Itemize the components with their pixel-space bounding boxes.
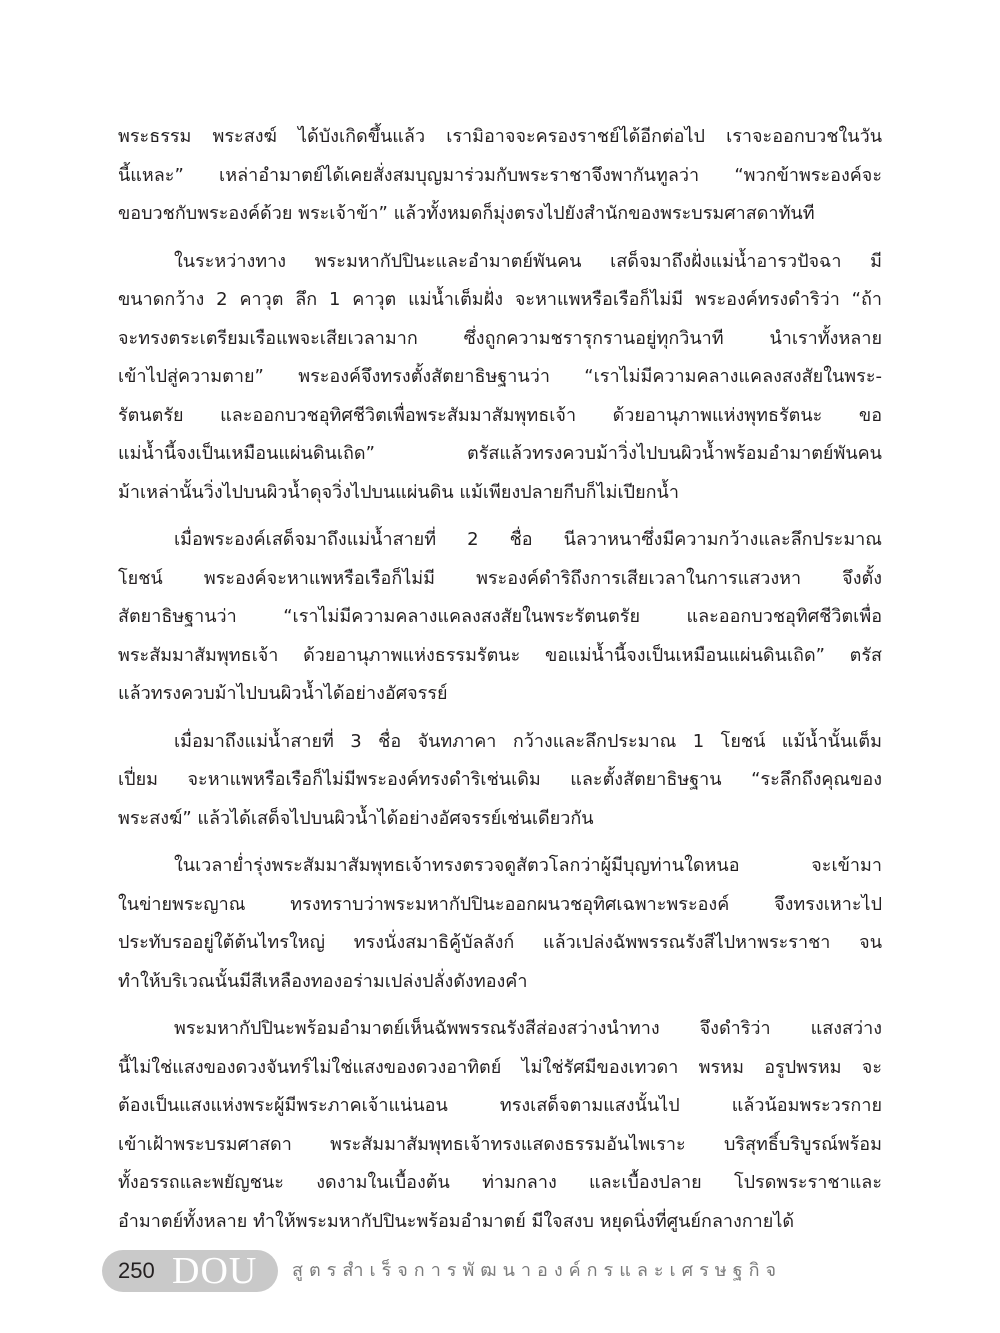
text-line: พระสัมมาสัมพุทธเจ้า ด้วยอานุภาพแห่งธรรมรัตนะ ขอแม่น้ำนี้จงเป็นเหมือนแผ่นดินเถิด” ตรัส [118,644,882,666]
text-line: เมื่อพระองค์เสด็จมาถึงแม่น้ำสายที่ 2 ชื่อ นีลวาหนาซึ่งมีความกว้างและลึกประมาณ [174,529,882,550]
text-line: พระสงฆ์” แล้วได้เสด็จไปบนผิวน้ำได้อย่างอัศจรรย์เช่นเดียวกัน [118,807,594,829]
page-number-badge [102,1250,278,1292]
text-line: โยชน์ พระองค์จะหาแพหรือเรือก็ไม่มี พระองค์ดำริถึงการเสียเวลาในการแสวงหา จึงตั้ง [118,567,882,589]
text-line: พระมหากัปปินะพร้อมอำมาตย์เห็นฉัพพรรณรังสีส่องสว่างนำทาง จึงดำริว่า แสงสว่าง [174,1018,882,1039]
text-line: ในระหว่างทาง พระมหากัปปินะและอำมาตย์พันคน เสด็จมาถึงฝั่งแม่น้ำอารวปัจฉา มี [174,250,882,272]
text-line: อำมาตย์ทั้งหลาย ทำให้พระมหากัปปินะพร้อมอำมาตย์ มีใจสงบ หยุดนิ่งที่ศูนย์กลางกายได้ [118,1210,795,1232]
text-line: สัตยาธิษฐานว่า “เราไม่มีความคลางแคลงสงสัยในพระรัตนตรัย และออกบวชอุทิศชีวิตเพื่อ [118,606,882,627]
text-line: ขนาดกว้าง 2 คาวุต ลึก 1 คาวุต แม่น้ำเต็มฝั่ง จะหาแพหรือเรือก็ไม่มี พระองค์ทรงดำริว่า “ถ้า [118,289,882,310]
paragraph [118,521,882,714]
paragraph [118,243,882,513]
text-line: ขอบวชกับพระองค์ด้วย พระเจ้าข้า” แล้วทั้งหมดก็มุ่งตรงไปยังสำนักของพระบรมศาสดาทันที [118,203,815,224]
text-line: จะทรงตระเตรียมเรือแพจะเสียเวลามาก ซึ่งถูกความชรารุกรานอยู่ทุกวินาที นำเราทั้งหลาย [118,327,882,349]
paragraph [118,847,882,1001]
text-line: แม่น้ำนี้จงเป็นเหมือนแผ่นดินเถิด” ตรัสแล้วทรงควบม้าวิ่งไปบนผิวน้ำพร้อมอำมาตย์พันคน [118,443,882,464]
text-line: เข้าไปสู่ความตาย” พระองค์จึงทรงตั้งสัตยาธิษฐานว่า “เราไม่มีความคลางแคลงสงสัยในพระ- [118,366,882,387]
dou-logo: DOU [172,1250,258,1292]
page-number: 250 [118,1258,155,1283]
page-footer [102,1250,902,1292]
text-line: ทั้งอรรถและพยัญชนะ งดงามในเบื้องต้น ท่ามกลาง และเบื้องปลาย โปรดพระราชาและ [118,1172,882,1193]
paragraph [118,723,882,839]
text-line: เมื่อมาถึงแม่น้ำสายที่ 3 ชื่อ จันทภาคา กว้างและลึกประมาณ 1 โยชน์ แม้น้ำนั้นเต็ม [174,730,882,752]
text-line: เปี่ยม จะหาแพหรือเรือก็ไม่มีพระองค์ทรงดำริเช่นเดิม และตั้งสัตยาธิษฐาน “ระลึกถึงคุณของ [118,769,882,790]
text-line: นี้แหละ” เหล่าอำมาตย์ได้เคยสั่งสมบุญมาร่วมกับพระราชาจึงพากันทูลว่า “พวกข้าพระองค์จะ [118,164,882,186]
text-line: เข้าเฝ้าพระบรมศาสดา พระสัมมาสัมพุทธเจ้าทรงแสดงธรรมอันไพเราะ บริสุทธิ์บริบูรณ์พร้อม [118,1133,882,1155]
text-line: พระธรรม พระสงฆ์ ได้บังเกิดขึ้นแล้ว เรามิอาจจะครองราชย์ได้อีกต่อไป เราจะออกบวชในวัน [118,126,882,147]
text-line: ทำให้บริเวณนั้นมีสีเหลืองทองอร่ามเปล่งปลั่งดังทองคำ [118,970,528,992]
book-title: สูตรสำเร็จการพัฒนาองค์กรและเศรษฐกิจ [292,1260,783,1281]
text-line: นี้ไม่ใช่แสงของดวงจันทร์ไม่ใช่แสงของดวงอาทิตย์ ไม่ใช่รัศมีของเทวดา พรหม อรูปพรหม จะ [118,1056,882,1078]
text-line: รัตนตรัย และออกบวชอุทิศชีวิตเพื่อพระสัมมาสัมพุทธเจ้า ด้วยอานุภาพแห่งพุทธรัตนะ ขอ [118,404,882,426]
text-line: ในข่ายพระญาณ ทรงทราบว่าพระมหากัปปินะออกผนวชอุทิศเฉพาะพระองค์ จึงทรงเหาะไป [118,893,882,915]
text-line: ม้าเหล่านั้นวิ่งไปบนผิวน้ำดุจวิ่งไปบนแผ่นดิน แม้เพียงปลายกีบก็ไม่เปียกน้ำ [118,481,679,503]
text-line: แล้วทรงควบม้าไปบนผิวน้ำได้อย่างอัศจรรย์ [118,683,448,704]
text-line: ในเวลาย่ำรุ่งพระสัมมาสัมพุทธเจ้าทรงตรวจดูสัตวโลกว่าผู้มีบุญท่านใดหนอ จะเข้ามา [174,855,882,876]
text-line: ต้องเป็นแสงแห่งพระผู้มีพระภาคเจ้าแน่นอน ทรงเสด็จตามแสงนั้นไป แล้วน้อมพระวรกาย [118,1095,882,1116]
text-line: ประทับรออยู่ใต้ต้นไทรใหญ่ ทรงนั่งสมาธิคู้บัลลังก์ แล้วเปล่งฉัพพรรณรังสีไปหาพระราชา จน [118,932,882,953]
paragraph [118,1010,882,1241]
page-body [118,118,882,1250]
paragraph [118,118,882,234]
